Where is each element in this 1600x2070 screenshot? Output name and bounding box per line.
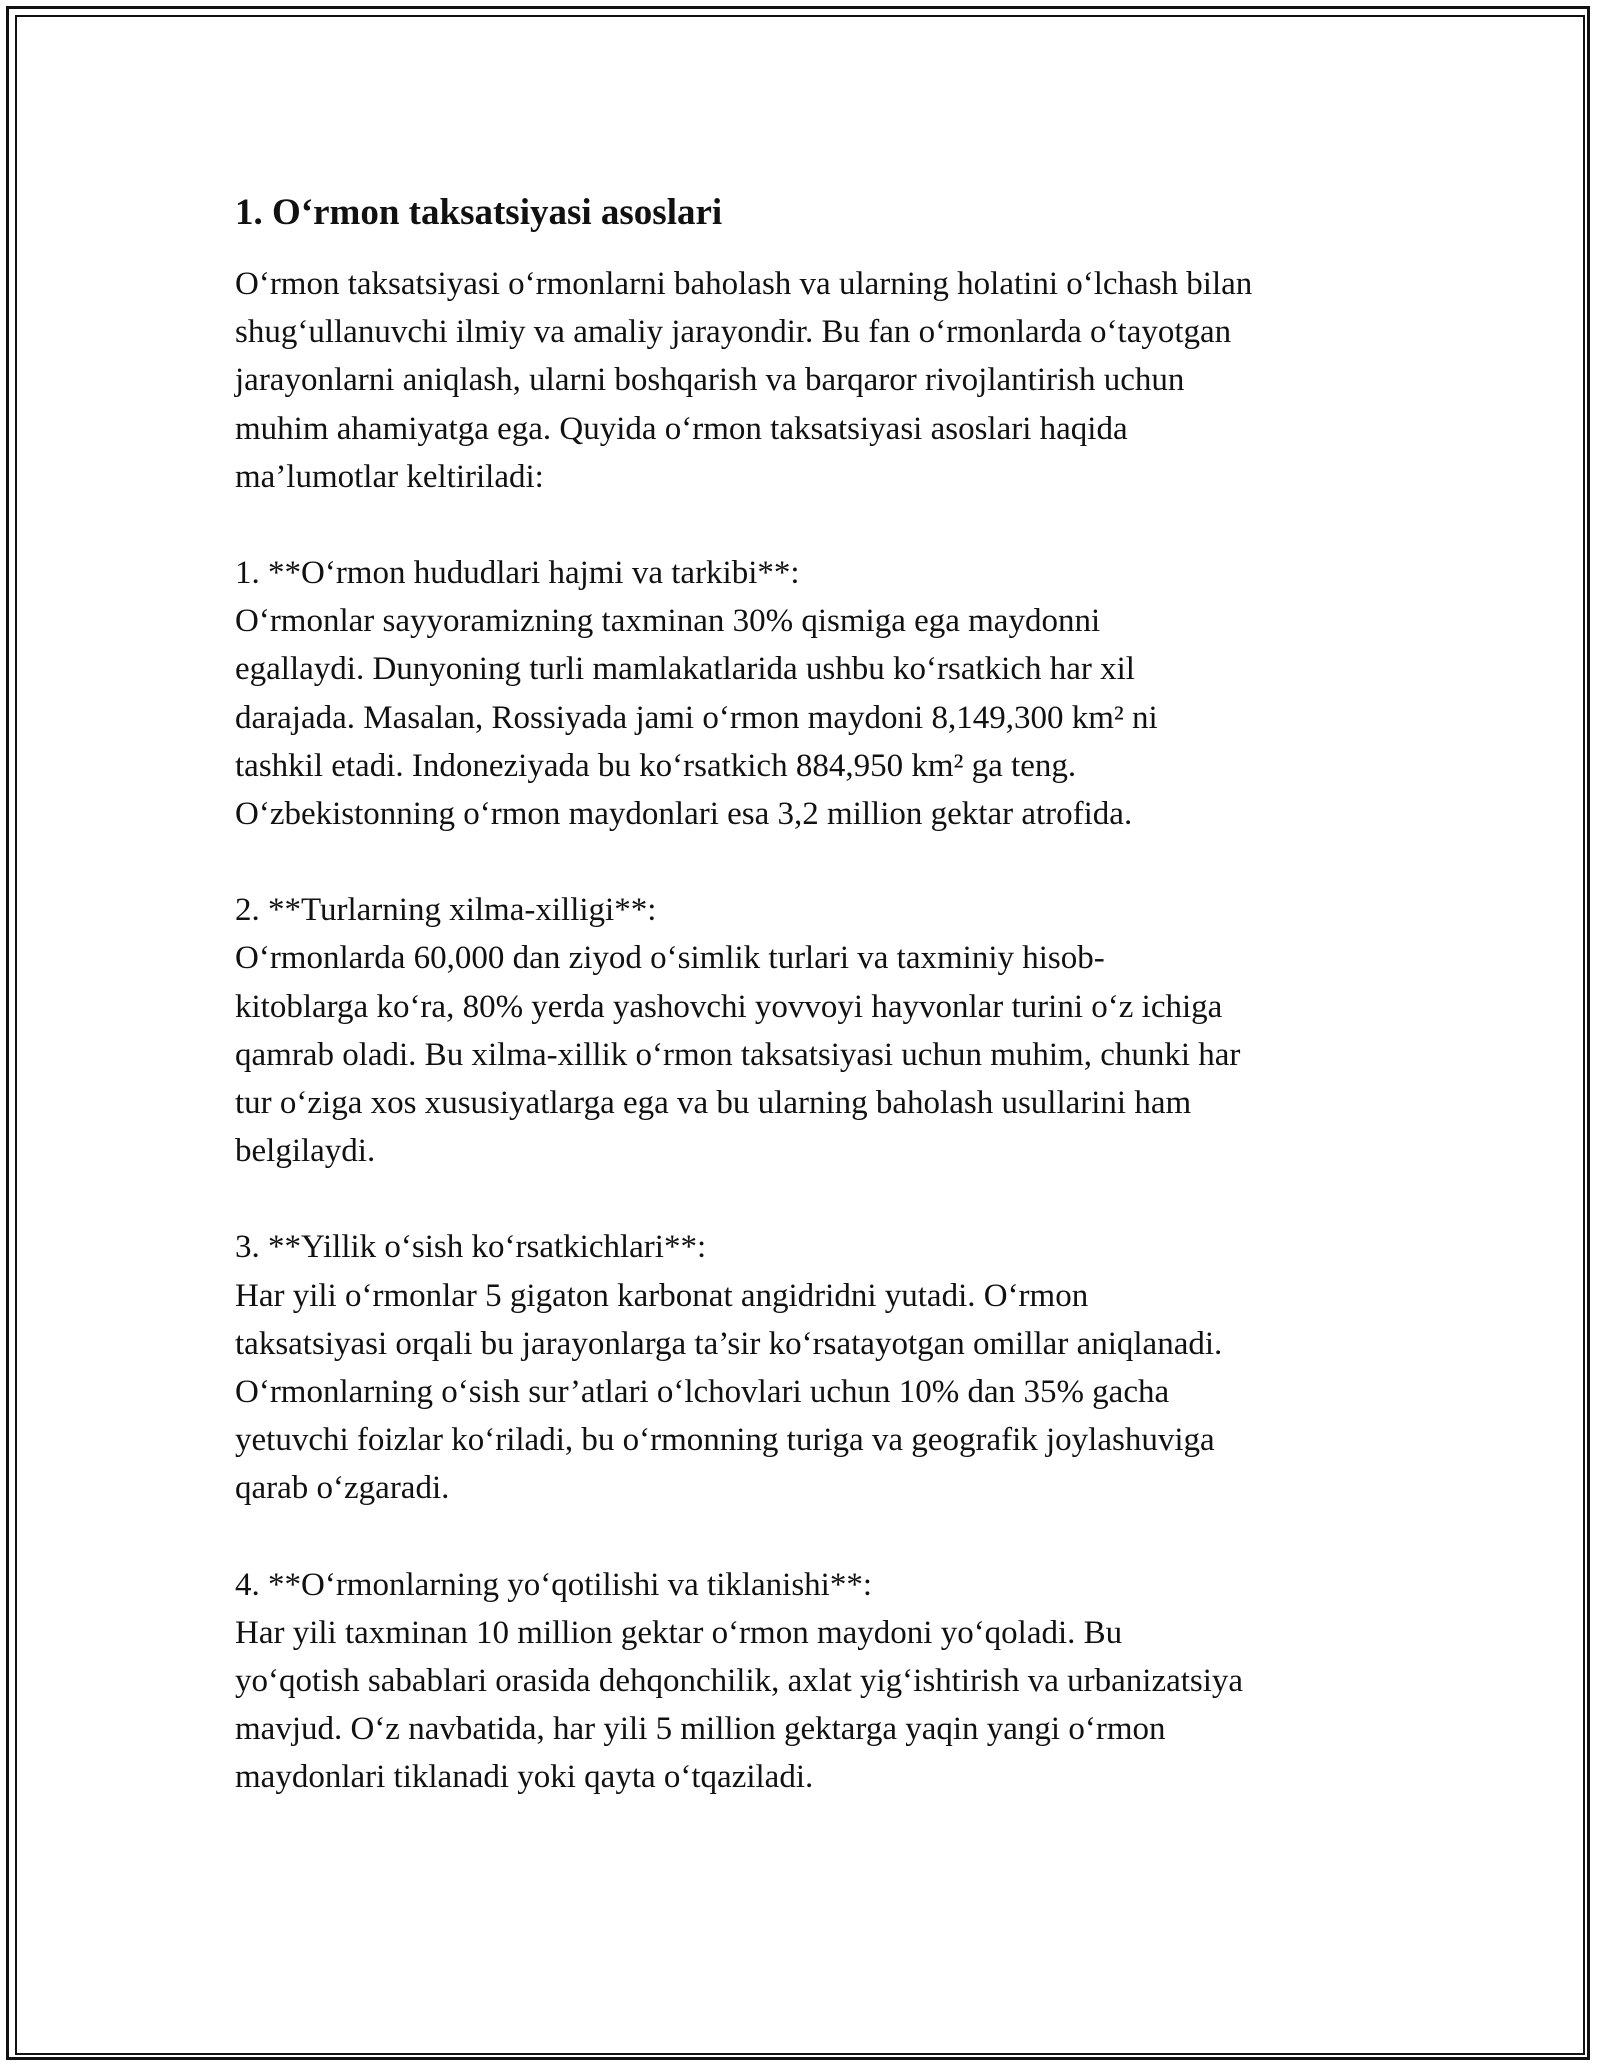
section-heading: 3. **Yillik o‘sish ko‘rsatkichlari**: — [235, 1229, 707, 1266]
section-heading: 1. **O‘rmon hududlari hajmi va tarkibi**: — [235, 555, 800, 592]
section-heading: 4. **O‘rmonlarning yo‘qotilishi va tiklanishi**: — [235, 1566, 873, 1603]
document-body — [235, 188, 1375, 1802]
section-heading: 2. **Turlarning xilma-xilligi**: — [235, 892, 657, 929]
document-title: 1. O‘rmon taksatsiyasi asoslari — [235, 192, 723, 233]
intro-paragraph: O‘rmon taksatsiyasi o‘rmonlarni baholash va ularning holatini o‘lchash bilan shug‘ullanuvchi ilmiy va amaliy jarayondir. Bu fan o‘rmonlarda o‘tayotgan jarayonlarni aniqlash, ularni boshqarish va barqaror rivojlantirish uchun muhim ahamiyatga ega. Quyida o‘rmon taksatsiyasi asoslari haqida ma’lumotlar keltiriladi: — [235, 266, 1253, 495]
section-text: Har yili o‘rmonlar 5 gigaton karbonat angidridni yutadi. O‘rmon taksatsiyasi orqali bu jarayonlarga ta’sir ko‘rsatayotgan omillar aniqlanadi. O‘rmonlarning o‘sish sur’atlari o‘lchovlari uchun 10% dan 35% gacha yetuvchi foizlar ko‘riladi, bu o‘rmonning turiga va geografik joylashuviga qarab o‘zgaradi. — [235, 1277, 1223, 1507]
section-1 — [235, 549, 1375, 838]
section-text: Har yili taxminan 10 million gektar o‘rmon maydoni yo‘qoladi. Bu yo‘qotish sabablari orasida dehqonchilik, axlat yig‘ishtirish va urbanizatsiya mavjud. O‘z navbatida, har yili 5 million gektarga yaqin yangi o‘rmon maydonlari tiklanadi yoki qayta o‘tqaziladi. — [235, 1614, 1244, 1796]
section-text: O‘rmonlar sayyoramizning taxminan 30% qismiga ega maydonni egallaydi. Dunyoning turli mamlakatlarida ushbu ko‘rsatkich har xil darajada. Masalan, Rossiyada jami o‘rmon maydoni 8,149,300 km² ni tashkil etadi. Indoneziyada bu ko‘rsatkich 884,950 km² ga teng. O‘zbekistonning o‘rmon maydonlari esa 3,2 million gektar atrofida. — [235, 603, 1158, 833]
section-3 — [235, 1223, 1375, 1512]
section-2 — [235, 886, 1375, 1175]
section-4 — [235, 1561, 1375, 1802]
section-text: O‘rmonlarda 60,000 dan ziyod o‘simlik turlari va taxminiy hisob- kitoblarga ko‘ra, 80% yerda yashovchi yovvoyi hayvonlar turini o‘z ichiga qamrab oladi. Bu xilma-xillik o‘rmon taksatsiyasi uchun muhim, chunki har tur o‘ziga xos xususiyatlarga ega va bu ularning baholash usullarini ham belgilaydi. — [235, 940, 1241, 1170]
